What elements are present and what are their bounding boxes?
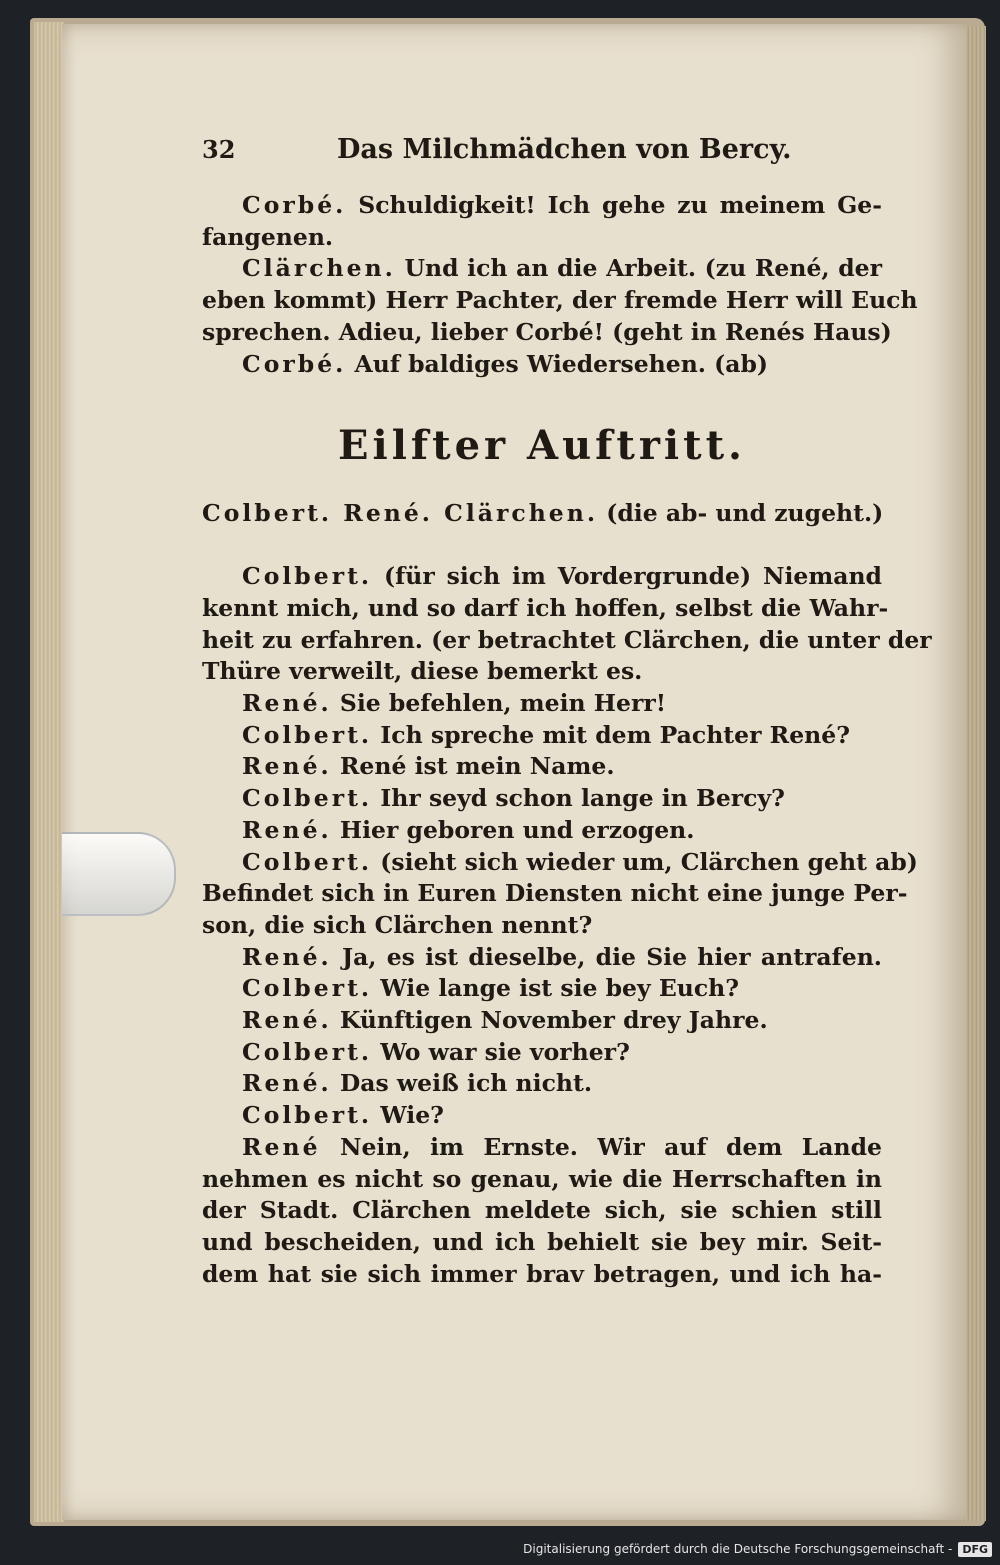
line-text: Wo war sie vorher? (380, 1037, 630, 1066)
text-line (202, 625, 932, 657)
line-text: Wie lange ist sie bey Euch? (380, 974, 740, 1003)
line-text: (sieht sich wieder um, Clärchen geht ab) (380, 847, 918, 876)
speaker-name: Colbert. (242, 784, 373, 813)
cast-note: (die ab- und zugeht.) (606, 499, 884, 528)
cast-names: Colbert. René. Clärchen. (202, 499, 599, 528)
text-line (202, 1164, 882, 1196)
text-line (202, 1259, 882, 1291)
line-text: René ist mein Name. (339, 752, 615, 781)
line-text: Thüre verweilt, diese bemerkt es. (202, 657, 643, 686)
text-line (202, 317, 892, 349)
line-text: Hier geboren und erzogen. (339, 815, 695, 844)
text-line (202, 190, 882, 222)
text-line (202, 973, 882, 1005)
text-line (202, 1227, 882, 1259)
line-text: heit zu erfahren. (er betrachtet Clärchen, die unter der (202, 625, 932, 654)
line-text: eben kommt) Herr Pachter, der fremde Herr will Euch (202, 286, 918, 315)
line-text: Ihr seyd schon lange in Bercy? (380, 784, 785, 813)
text-line (202, 253, 882, 285)
speaker-name: Colbert. (242, 1037, 373, 1066)
text-line (202, 593, 889, 625)
speaker-name: Colbert. (242, 562, 373, 591)
line-text: Sie befehlen, mein Herr! (339, 689, 667, 718)
line-text: kennt mich, und so darf ich hoffen, selbst die Wahr- (202, 593, 889, 622)
funding-credit: Digitalisierung gefördert durch die Deutsche Forschungsgemeinschaft - (523, 1542, 953, 1556)
speaker-name: René. (242, 815, 332, 844)
cast-list (202, 497, 882, 529)
text-line (202, 1037, 882, 1069)
text-line (202, 285, 918, 317)
page-text (202, 134, 932, 1290)
line-text: Schuldigkeit! Ich gehe zu meinem Ge- (358, 191, 882, 219)
line-text: Nein, im Ernste. Wir auf dem Lande (340, 1132, 882, 1161)
text-line (202, 1100, 882, 1132)
line-text: Und ich an die Arbeit. (zu René, der (404, 254, 882, 283)
text-line (202, 751, 882, 783)
text-line (202, 561, 882, 593)
left-page-stack (34, 22, 64, 1522)
line-text: Befindet sich in Euren Diensten nicht eine junge Per- (202, 879, 908, 908)
line-text: Künftigen November drey Jahre. (339, 1006, 768, 1035)
text-line (202, 878, 908, 910)
text-line (202, 656, 882, 688)
line-text: fangenen. (202, 222, 334, 251)
line-text: sprechen. Adieu, lieber Corbé! (geht in Renés Haus) (202, 317, 892, 346)
text-line (202, 910, 882, 942)
line-text: Ja, es ist dieselbe, die Sie hier antrafen. (341, 942, 882, 971)
dialogue-after-scene (202, 561, 932, 1290)
speaker-name: Colbert. (242, 720, 373, 749)
text-line (202, 1132, 882, 1164)
speaker-name: René. (242, 1006, 332, 1035)
text-line (202, 1195, 882, 1227)
text-line (202, 222, 882, 254)
book-page (62, 24, 966, 1520)
speaker-name: René (242, 1132, 321, 1161)
text-line (202, 1068, 882, 1100)
speaker-name: Colbert. (242, 847, 373, 876)
text-line (202, 942, 882, 974)
line-text: der Stadt. Clärchen meldete sich, sie schien still (202, 1196, 882, 1225)
text-line (202, 720, 882, 752)
speaker-name: Corbé. (242, 349, 347, 378)
line-text: Wie? (380, 1101, 444, 1130)
footer-bar (0, 1533, 1000, 1565)
page-clip (62, 832, 176, 916)
scene-heading: Eilfter Auftritt. (338, 422, 746, 470)
line-text: son, die sich Clärchen nennt? (202, 910, 593, 939)
text-line (202, 847, 918, 879)
speaker-name: René. (242, 1069, 332, 1098)
dialogue-before-scene (202, 190, 918, 380)
dfg-logo: DFG (958, 1542, 992, 1557)
line-text: Ich spreche mit dem Pachter René? (380, 720, 850, 749)
line-text: nehmen es nicht so genau, wie die Herrschaften in (202, 1164, 882, 1193)
line-text: (für sich im Vordergrunde) Niemand (384, 562, 882, 591)
page-number: 32 (202, 135, 236, 164)
speaker-name: Corbé. (242, 191, 347, 219)
running-head (202, 134, 882, 190)
text-line (202, 783, 882, 815)
speaker-name: Colbert. (242, 1101, 373, 1130)
text-line (202, 349, 882, 381)
line-text: Das weiß ich nicht. (339, 1069, 592, 1098)
line-text: Auf baldiges Wiedersehen. (ab) (354, 349, 769, 378)
running-title: Das Milchmädchen von Bercy. (337, 134, 792, 165)
line-text: und bescheiden, und ich behielt sie bey mir. Seit- (202, 1227, 882, 1256)
speaker-name: René. (242, 689, 332, 718)
text-line (202, 815, 882, 847)
speaker-name: Colbert. (242, 974, 373, 1003)
speaker-name: René. (242, 752, 332, 781)
speaker-name: René. (242, 942, 332, 971)
text-line (202, 1005, 882, 1037)
text-line (202, 688, 882, 720)
line-text: dem hat sie sich immer brav betragen, und ich ha- (202, 1259, 882, 1288)
speaker-name: Clärchen. (242, 254, 396, 283)
